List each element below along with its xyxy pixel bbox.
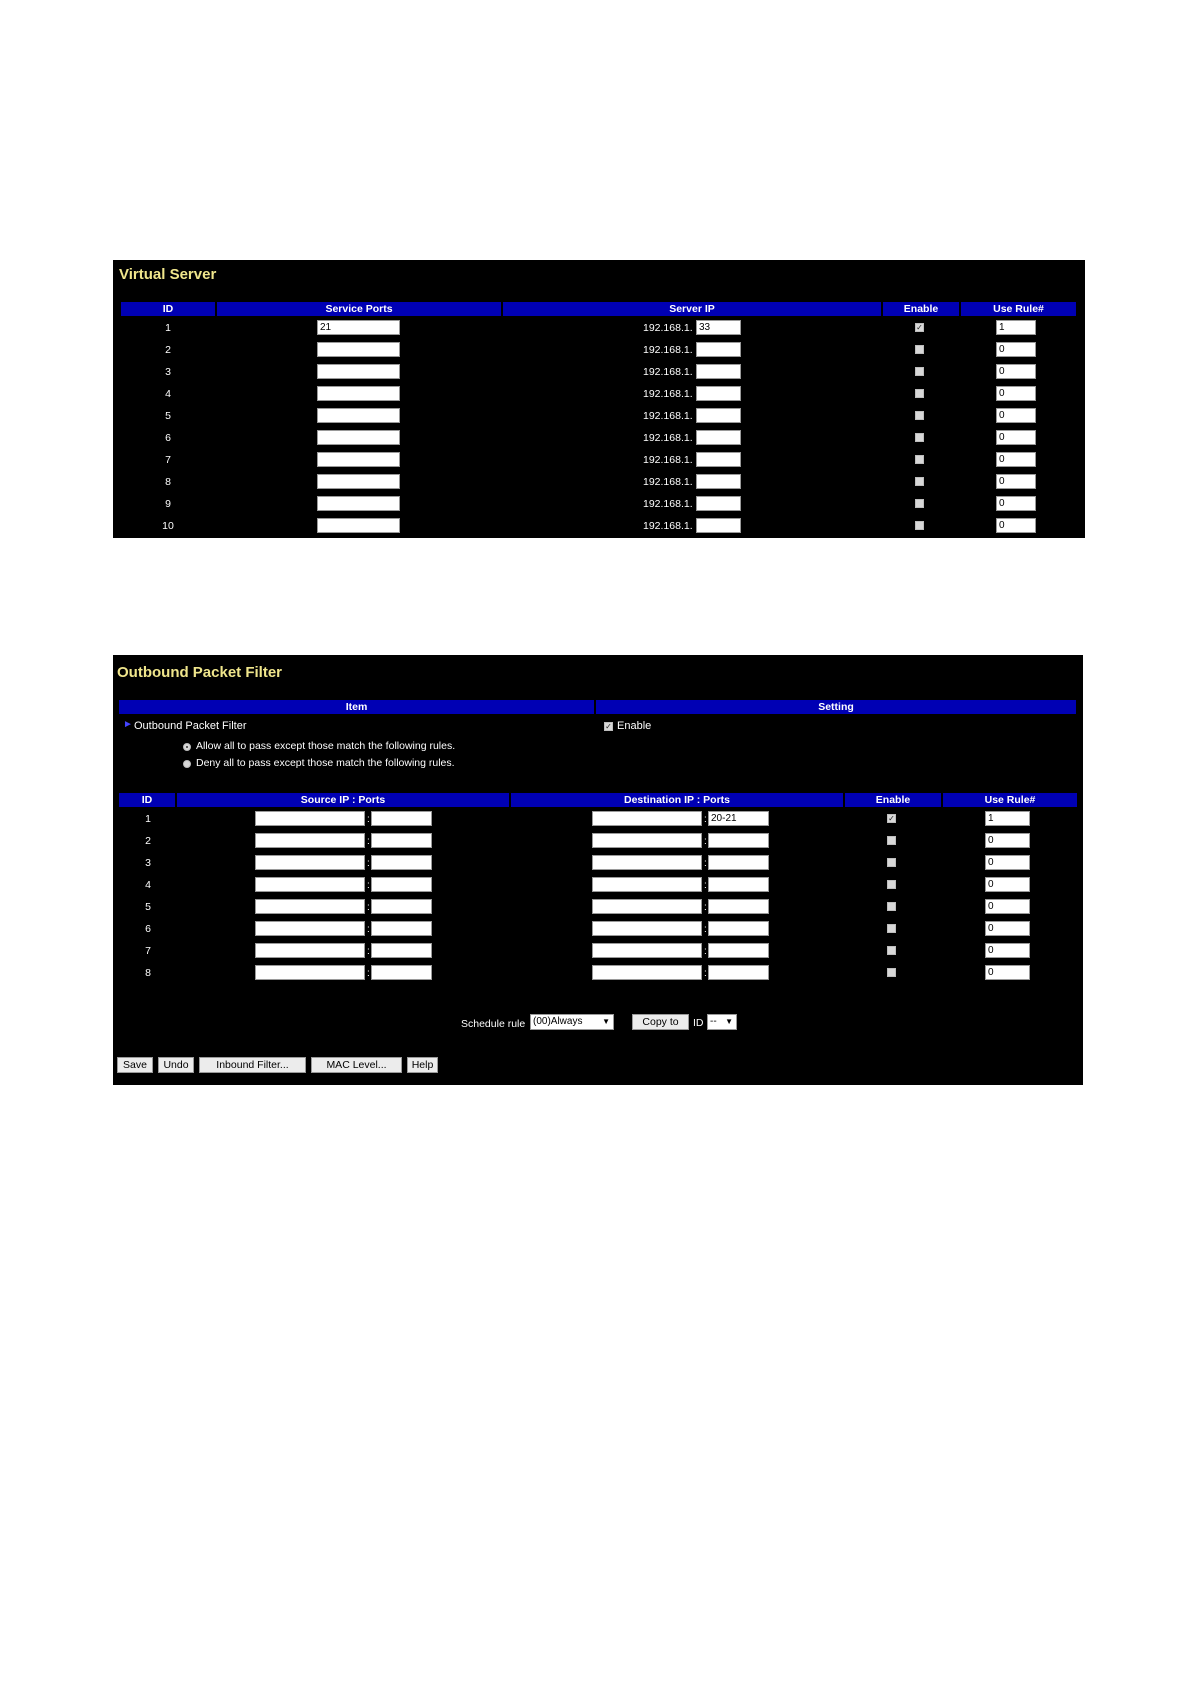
ip-suffix-input[interactable] [696, 452, 741, 467]
use-rule-input[interactable]: 0 [996, 474, 1036, 489]
enable-checkbox[interactable] [915, 499, 924, 508]
row-id: 3 [165, 366, 171, 378]
chevron-down-icon: ▼ [602, 1017, 610, 1026]
enable-checkbox[interactable] [915, 455, 924, 464]
ip-suffix-input[interactable] [696, 518, 741, 533]
header-id: ID [119, 793, 175, 807]
use-rule-input[interactable]: 0 [996, 452, 1036, 467]
row-id: 5 [145, 901, 151, 913]
outbound-filter-label: Outbound Packet Filter [134, 720, 247, 732]
ip-suffix-input[interactable] [696, 430, 741, 445]
table-row [113, 897, 1083, 919]
row-id: 2 [145, 835, 151, 847]
separator-colon: : [367, 836, 370, 847]
use-rule-input[interactable]: 1 [985, 811, 1030, 826]
deny-label: Deny all to pass except those match the following rules. [196, 757, 455, 769]
row-id: 1 [145, 813, 151, 825]
destination-port-input[interactable] [708, 877, 769, 892]
ip-prefix-label: 192.168.1. [643, 476, 693, 488]
service-port-input[interactable]: 21 [317, 320, 400, 335]
source-ip-input[interactable] [255, 833, 365, 848]
filter-enable-label: Enable [617, 720, 652, 732]
enable-checkbox[interactable] [887, 902, 896, 911]
row-id: 7 [165, 454, 171, 466]
row-id: 2 [165, 344, 171, 356]
header-service-ports: Service Ports [217, 302, 501, 316]
use-rule-input[interactable]: 0 [985, 943, 1030, 958]
service-port-input[interactable] [317, 386, 400, 401]
source-ip-input[interactable] [255, 899, 365, 914]
source-ip-input[interactable] [255, 811, 365, 826]
separator-colon: : [704, 968, 707, 979]
copy-id-label: ID [693, 1017, 704, 1029]
save-button[interactable]: Save [117, 1057, 153, 1073]
source-port-input[interactable] [371, 965, 432, 980]
header-use-rule: Use Rule# [943, 793, 1077, 807]
use-rule-input[interactable]: 0 [996, 386, 1036, 401]
use-rule-input[interactable]: 0 [985, 833, 1030, 848]
ip-suffix-input[interactable] [696, 408, 741, 423]
source-port-input[interactable] [371, 943, 432, 958]
service-port-input[interactable] [317, 342, 400, 357]
use-rule-input[interactable]: 1 [996, 320, 1036, 335]
use-rule-input[interactable]: 0 [996, 408, 1036, 423]
header-destination: Destination IP : Ports [511, 793, 843, 807]
ip-prefix-label: 192.168.1. [643, 432, 693, 444]
schedule-rule-value: (00)Always [533, 1016, 583, 1027]
destination-ip-input[interactable] [592, 921, 702, 936]
separator-colon: : [367, 902, 370, 913]
help-button[interactable]: Help [407, 1057, 438, 1073]
row-id: 8 [145, 967, 151, 979]
use-rule-input[interactable]: 0 [996, 518, 1036, 533]
destination-port-input[interactable] [708, 921, 769, 936]
destination-ip-input[interactable] [592, 965, 702, 980]
source-port-input[interactable] [371, 833, 432, 848]
ip-prefix-label: 192.168.1. [643, 388, 693, 400]
source-port-input[interactable] [371, 877, 432, 892]
item-setting-header [119, 700, 1076, 714]
use-rule-input[interactable]: 0 [985, 855, 1030, 870]
header-enable: Enable [845, 793, 941, 807]
row-id: 8 [165, 476, 171, 488]
separator-colon: : [704, 858, 707, 869]
ip-suffix-input[interactable] [696, 474, 741, 489]
virtual-server-header [121, 302, 1076, 316]
source-ip-input[interactable] [255, 943, 365, 958]
enable-checkbox[interactable] [915, 345, 924, 354]
use-rule-input[interactable]: 0 [985, 877, 1030, 892]
destination-port-input[interactable] [708, 855, 769, 870]
enable-checkbox[interactable] [887, 924, 896, 933]
table-row [113, 919, 1083, 941]
source-ip-input[interactable] [255, 965, 365, 980]
destination-port-input[interactable]: 20-21 [708, 811, 769, 826]
destination-port-input[interactable] [708, 833, 769, 848]
header-use-rule: Use Rule# [961, 302, 1076, 316]
allow-label: Allow all to pass except those match the following rules. [196, 740, 456, 752]
enable-checkbox[interactable] [887, 946, 896, 955]
enable-checkbox[interactable]: ✓ [888, 814, 895, 823]
service-port-input[interactable] [317, 496, 400, 511]
row-id: 10 [162, 520, 174, 532]
destination-ip-input[interactable] [592, 943, 702, 958]
separator-colon: : [704, 836, 707, 847]
use-rule-input[interactable]: 0 [985, 899, 1030, 914]
service-port-input[interactable] [317, 364, 400, 379]
table-row [113, 450, 1085, 472]
separator-colon: : [367, 858, 370, 869]
separator-colon: : [367, 814, 370, 825]
outbound-rules-header [119, 793, 1077, 807]
outbound-rules-rows [113, 809, 1083, 985]
use-rule-input[interactable]: 0 [996, 342, 1036, 357]
destination-ip-input[interactable] [592, 877, 702, 892]
ip-prefix-label: 192.168.1. [643, 344, 693, 356]
inbound-filter-button[interactable]: Inbound Filter... [199, 1057, 306, 1073]
filter-enable-checkbox[interactable]: ✓ [605, 722, 612, 731]
table-row [113, 472, 1085, 494]
separator-colon: : [704, 924, 707, 935]
enable-checkbox[interactable] [887, 858, 896, 867]
header-server-ip: Server IP [503, 302, 881, 316]
outbound-filter-panel [113, 655, 1083, 1085]
table-row [113, 406, 1085, 428]
table-row [113, 340, 1085, 362]
table-row [113, 963, 1083, 985]
source-port-input[interactable] [371, 855, 432, 870]
row-id: 3 [145, 857, 151, 869]
copy-to-button[interactable]: Copy to [632, 1014, 689, 1030]
row-id: 6 [165, 432, 171, 444]
ip-prefix-label: 192.168.1. [643, 498, 693, 510]
schedule-rule-label: Schedule rule [461, 1018, 526, 1030]
source-ip-input[interactable] [255, 921, 365, 936]
header-enable: Enable [883, 302, 959, 316]
undo-button[interactable]: Undo [158, 1057, 194, 1073]
separator-colon: : [704, 946, 707, 957]
enable-checkbox[interactable] [915, 367, 924, 376]
virtual-server-panel [113, 260, 1085, 538]
enable-checkbox[interactable] [915, 433, 924, 442]
separator-colon: : [367, 924, 370, 935]
table-row [113, 941, 1083, 963]
service-port-input[interactable] [317, 430, 400, 445]
table-row [113, 494, 1085, 516]
row-id: 1 [165, 322, 171, 334]
ip-prefix-label: 192.168.1. [643, 366, 693, 378]
header-source: Source IP : Ports [177, 793, 509, 807]
table-row [113, 853, 1083, 875]
ip-suffix-input[interactable]: 33 [696, 320, 741, 335]
copy-id-select[interactable] [707, 1014, 737, 1030]
separator-colon: : [704, 880, 707, 891]
enable-checkbox[interactable]: ✓ [916, 323, 923, 332]
ip-suffix-input[interactable] [696, 386, 741, 401]
row-id: 9 [165, 498, 171, 510]
copy-id-value: -- [710, 1016, 717, 1027]
source-port-input[interactable] [371, 811, 432, 826]
use-rule-input[interactable]: 0 [996, 430, 1036, 445]
service-port-input[interactable] [317, 452, 400, 467]
source-port-input[interactable] [371, 899, 432, 914]
table-row [113, 516, 1085, 538]
allow-radio[interactable] [183, 743, 191, 751]
row-id: 5 [165, 410, 171, 422]
ip-prefix-label: 192.168.1. [643, 322, 693, 334]
service-port-input[interactable] [317, 408, 400, 423]
source-port-input[interactable] [371, 921, 432, 936]
separator-colon: : [367, 946, 370, 957]
ip-suffix-input[interactable] [696, 496, 741, 511]
schedule-rule-select[interactable] [530, 1014, 614, 1030]
header-id: ID [121, 302, 215, 316]
separator-colon: : [367, 880, 370, 891]
destination-ip-input[interactable] [592, 811, 702, 826]
header-item: Item [119, 700, 594, 714]
row-id: 6 [145, 923, 151, 935]
destination-port-input[interactable] [708, 899, 769, 914]
row-id: 7 [145, 945, 151, 957]
destination-ip-input[interactable] [592, 899, 702, 914]
use-rule-input[interactable]: 0 [996, 364, 1036, 379]
virtual-server-title: Virtual Server [119, 266, 217, 283]
bullet-arrow-icon: ► [123, 719, 133, 730]
destination-port-input[interactable] [708, 965, 769, 980]
use-rule-input[interactable]: 0 [996, 496, 1036, 511]
table-row [113, 384, 1085, 406]
destination-ip-input[interactable] [592, 855, 702, 870]
table-row [113, 318, 1085, 340]
enable-checkbox[interactable] [887, 968, 896, 977]
service-port-input[interactable] [317, 474, 400, 489]
enable-checkbox[interactable] [915, 521, 924, 530]
separator-colon: : [704, 902, 707, 913]
ip-prefix-label: 192.168.1. [643, 454, 693, 466]
use-rule-input[interactable]: 0 [985, 965, 1030, 980]
table-row [113, 809, 1083, 831]
use-rule-input[interactable]: 0 [985, 921, 1030, 936]
virtual-server-rows [113, 318, 1085, 538]
enable-checkbox[interactable] [915, 389, 924, 398]
row-id: 4 [165, 388, 171, 400]
table-row [113, 875, 1083, 897]
header-setting: Setting [596, 700, 1076, 714]
table-row [113, 362, 1085, 384]
table-row [113, 831, 1083, 853]
row-id: 4 [145, 879, 151, 891]
enable-checkbox[interactable] [915, 477, 924, 486]
separator-colon: : [367, 968, 370, 979]
source-ip-input[interactable] [255, 855, 365, 870]
ip-prefix-label: 192.168.1. [643, 410, 693, 422]
separator-colon: : [704, 814, 707, 825]
mac-level-button[interactable]: MAC Level... [311, 1057, 402, 1073]
source-ip-input[interactable] [255, 877, 365, 892]
ip-suffix-input[interactable] [696, 342, 741, 357]
enable-checkbox[interactable] [887, 836, 896, 845]
enable-checkbox[interactable] [887, 880, 896, 889]
enable-checkbox[interactable] [915, 411, 924, 420]
destination-port-input[interactable] [708, 943, 769, 958]
chevron-down-icon: ▼ [725, 1017, 733, 1026]
destination-ip-input[interactable] [592, 833, 702, 848]
ip-prefix-label: 192.168.1. [643, 520, 693, 532]
table-row [113, 428, 1085, 450]
service-port-input[interactable] [317, 518, 400, 533]
deny-radio[interactable] [183, 760, 191, 768]
outbound-filter-title: Outbound Packet Filter [117, 664, 283, 681]
ip-suffix-input[interactable] [696, 364, 741, 379]
